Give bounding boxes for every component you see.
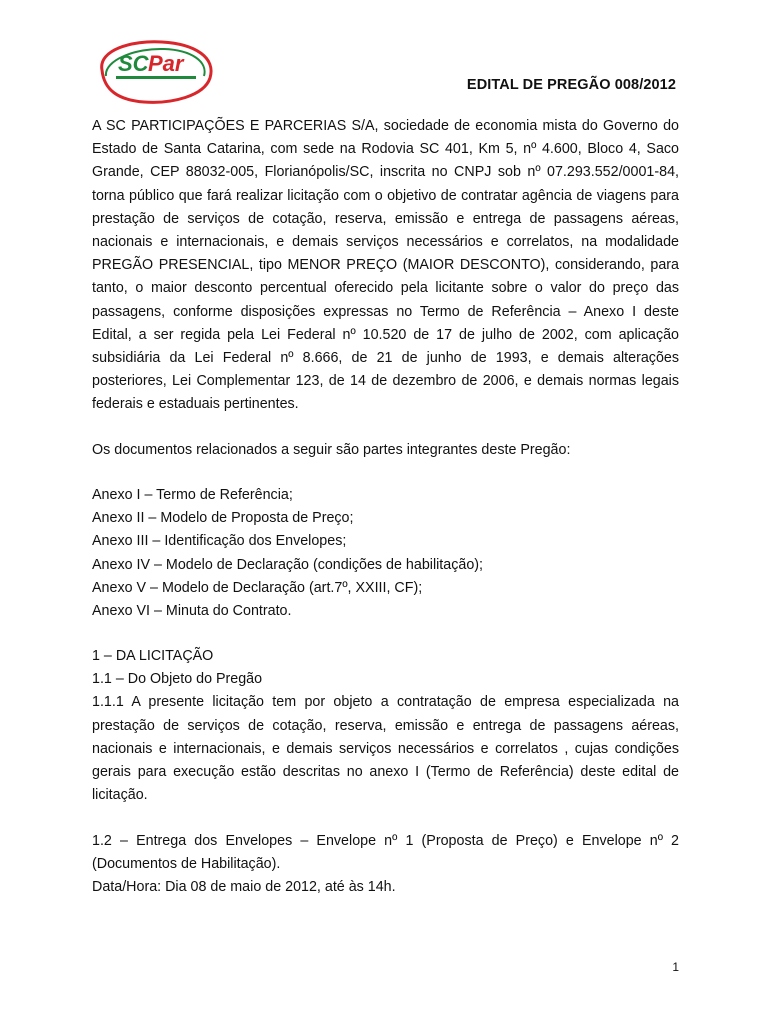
annex-list [92,484,679,623]
annex-item: Anexo VI – Minuta do Contrato. [92,603,292,620]
intro-paragraph: A SC PARTICIPAÇÕES E PARCERIAS S/A, sociedade de economia mista do Governo do Estado de Santa Catarina, com sede na Rodovia SC 401, Km 5, nº 4.600, Bloco 4, Saco Grande, CEP 88032-005, Florianópolis/SC, inscrita no CNPJ sob nº 07.293.552/0001-84, torna público que fará realizar licitação com o objetivo de contratar agência de viagens para prestação de serviços de cotação, reserva, emissão e entrega de passagens aéreas, nacionais e internacionais, e demais serviços necessários e correlatos, na modalidade PREGÃO PRESENCIAL, tipo MENOR PREÇO (MAIOR DESCONTO), considerando, para tanto, o maior desconto percentual oferecido pela licitante sobre o valor do preço das passagens, conforme disposições expressas no Termo de Referência – Anexo I deste Edital, a ser regida pela Lei Federal nº 10.520 de 17 de julho de 2002, com aplicação subsidiária da Lei Federal nº 8.666, de 21 de junho de 1993, e demais alterações posteriores, Lei Complementar 123, de 14 de dezembro de 2006, e demais normas legais federais e estaduais pertinentes. [92,118,679,413]
annex-item: Anexo III – Identificação dos Envelopes; [92,533,347,550]
scpar-logo [92,36,218,108]
section-1-2 [92,830,679,900]
documents-intro: Os documentos relacionados a seguir são partes integrantes deste Pregão: [92,442,571,458]
page-title: EDITAL DE PREGÃO 008/2012 [466,77,676,93]
section-1-1-1-text: 1.1.1 A presente licitação tem por objeto a contratação de empresa especializada na prestação de serviços de cotação, reserva, emissão e entrega de passagens aéreas, nacionais e internacionais, e demais serviços necessários e correlatos , cujas condições gerais para execução estão descritas no anexo I (Termo de Referência) deste edital de licitação. [92,694,679,804]
annex-item: Anexo II – Modelo de Proposta de Preço; [92,510,354,527]
section-1 [92,645,679,807]
section-1-2-datetime: Data/Hora: Dia 08 de maio de 2012, até às 14h. [92,879,396,896]
section-1-2-text: 1.2 – Entrega dos Envelopes – Envelope nº 1 (Proposta de Preço) e Envelope nº 2 (Documentos de Habilitação). [92,833,679,873]
svg-text:SC: SC [118,51,149,76]
page-number: 1 [672,960,679,974]
annex-item: Anexo IV – Modelo de Declaração (condições de habilitação); [92,556,484,573]
annex-item: Anexo V – Modelo de Declaração (art.7º, XXIII, CF); [92,579,423,596]
scpar-logo-graphic [92,36,218,108]
section-1-1-heading: 1.1 – Do Objeto do Pregão [92,671,263,688]
svg-text:Par: Par [148,51,184,76]
annex-item: Anexo I – Termo de Referência; [92,487,293,503]
section-1-heading: 1 – DA LICITAÇÃO [92,648,214,664]
